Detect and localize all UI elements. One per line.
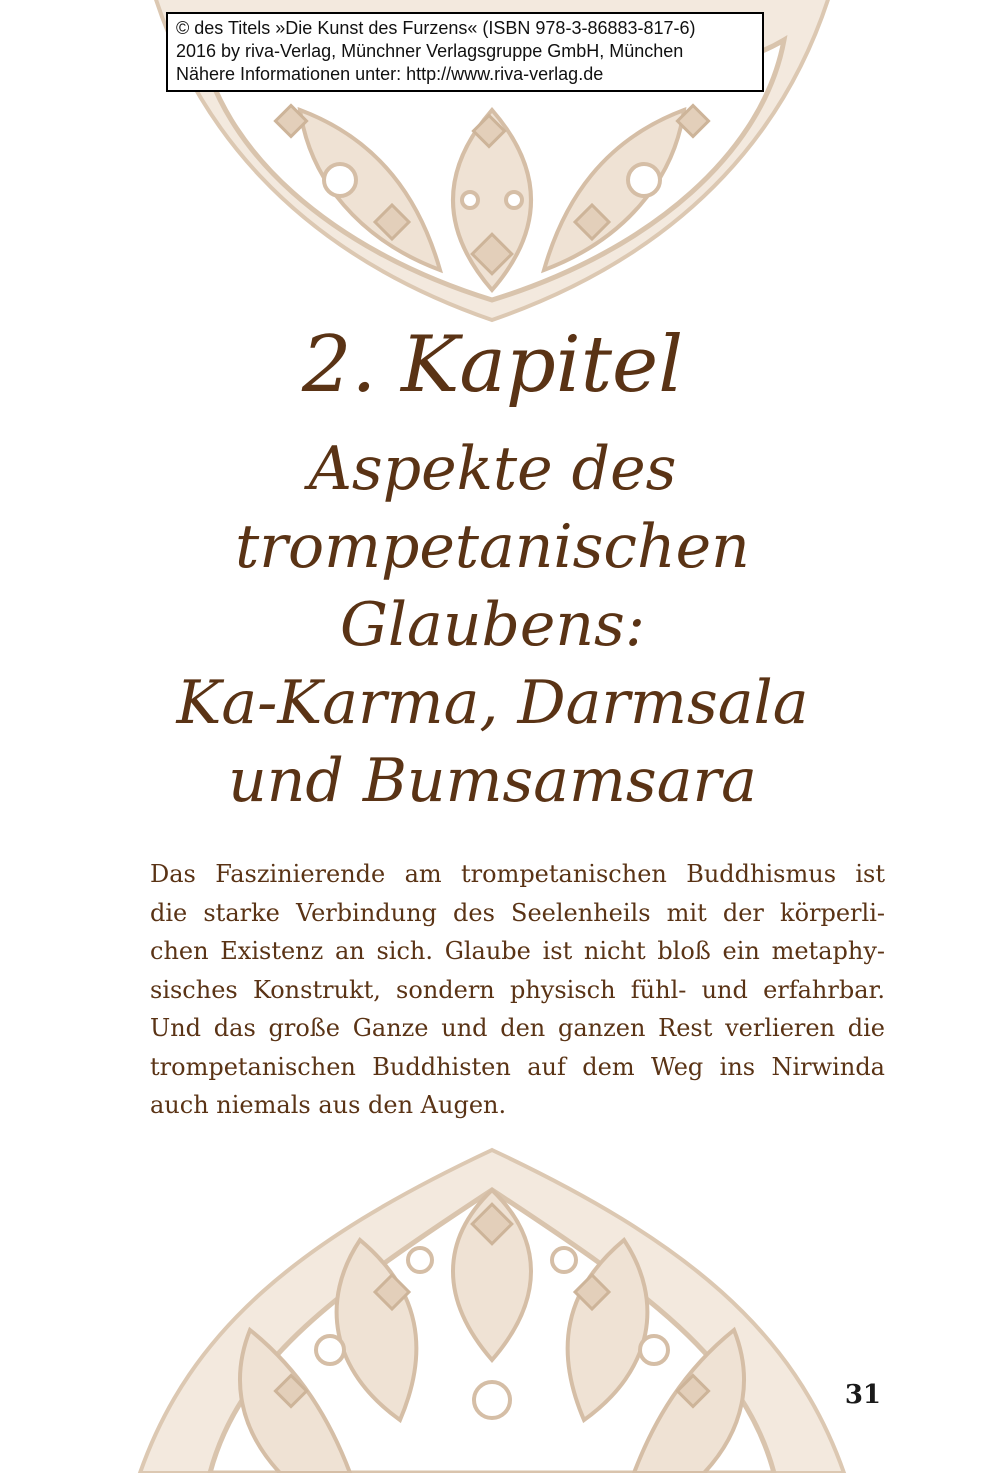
copyright-line: 2016 by riva-Verlag, Münchner Verlagsgruppe GmbH, München [176,41,684,61]
body-paragraph [150,855,885,1125]
paragraph-line: die starke Verbindung des Seelenheils mit der körperli- [150,898,885,927]
page-number: 31 [844,1380,881,1410]
chapter-title-line: und Bumsamsara [228,746,757,816]
chapter-title-line: Aspekte des [308,434,677,504]
paragraph-line: Und das große Ganze und den ganzen Rest verlieren die [150,1014,885,1042]
paragraph-line: auch niemals aus den Augen. [150,1091,507,1119]
mandala-ornament-bottom [0,1130,985,1473]
paragraph-line: trompetanischen Buddhisten auf dem Weg ins Nirwinda [150,1052,885,1081]
paragraph-line: Das Faszinierende am trompetanischen Buddhismus ist [150,860,885,888]
chapter-title-line: Glaubens: [339,590,646,660]
chapter-title [0,430,985,820]
chapter-title-line: Ka-Karma, Darmsala [176,668,809,738]
copyright-line: © des Titels »Die Kunst des Furzens« (ISBN 978-3-86883-817-6) [176,18,696,38]
copyright-notice [166,12,764,92]
paragraph-line: chen Existenz an sich. Glaube ist nicht bloß ein metaphy- [150,937,885,965]
paragraph-line: sisches Konstrukt, sondern physisch fühl- und erfahrbar. [150,975,885,1004]
chapter-label: 2. Kapitel [301,320,684,410]
chapter-title-line: trompetanischen [235,512,750,582]
copyright-line: Nähere Informationen unter: http://www.riva-verlag.de [176,64,604,84]
